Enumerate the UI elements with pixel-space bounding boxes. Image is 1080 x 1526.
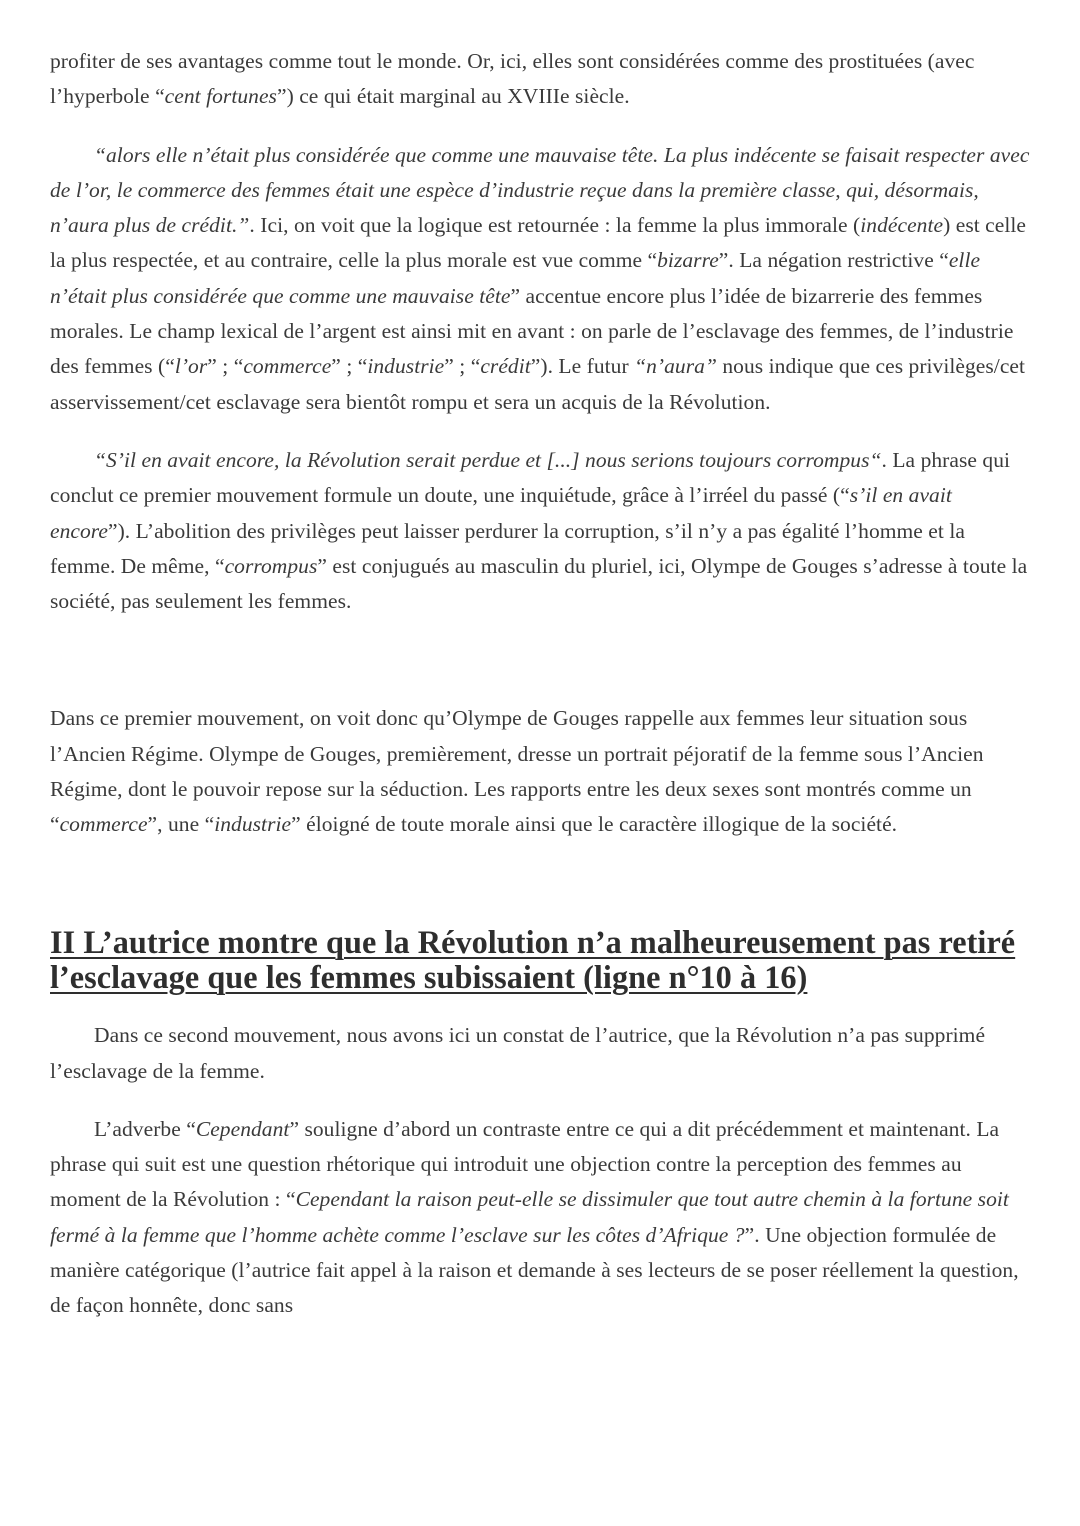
text-run: ) est celle la plus respectée, et au contraire, celle la plus morale est vue comme “ [50, 213, 1027, 273]
text-run: ” ; “ [207, 354, 244, 379]
quoted-text: corrompus [224, 553, 318, 578]
quoted-text: Cependant la raison peut-elle se dissimuler que tout autre chemin à la fortune soit fermé à la femme que l’homme achète comme l’esclave sur les côtes d’Afrique ? [50, 1187, 1009, 1247]
body-paragraph [50, 44, 1035, 115]
text-run: ” ; “ [444, 354, 481, 379]
paragraph-spacer [50, 115, 1035, 138]
text-run: nous indique que ces privilèges/cet asservissement/cet esclavage sera bientôt rompu et sera un acquis de la Révolution. [50, 354, 1026, 414]
paragraph-spacer [50, 1089, 1035, 1112]
body-paragraph [50, 1018, 1035, 1089]
text-run: ” est conjugués au masculin du pluriel, ici, Olympe de Gouges s’adresse à toute la société, pas seulement les femmes. [50, 553, 1028, 614]
text-run: Dans ce premier mouvement, on voit donc qu’Olympe de Gouges rappelle aux femmes leur situation sous l’Ancien Régime. Olympe de Gouges, premièrement, dresse un portrait péjoratif de la femme sous l’Ancien Régime, dont le pouvoir repose sur la séduction. Les rapports entre les deux sexes sont montrés comme un “ [50, 706, 984, 837]
quoted-text: cent fortunes [164, 84, 277, 109]
text-run: ”). L’abolition des privilèges peut laisser perdurer la corruption, s’il n’y a pas égalité l’homme et la femme. De même, “ [50, 518, 965, 578]
body-paragraph [50, 138, 1035, 420]
paragraph-spacer [50, 619, 1035, 701]
quoted-text: commerce [243, 354, 332, 379]
text-run: ” souligne d’abord un contraste entre ce qui a dit précédemment et maintenant. La phrase qui suit est une question rhétorique qui introduit une objection contre la perception des femmes au moment de la Révolution : “ [50, 1116, 1000, 1212]
quoted-text: elle n’était plus considérée que comme une mauvaise tête [50, 248, 981, 308]
document-page [50, 44, 1035, 1324]
text-run: ”. Une objection formulée de manière catégorique (l’autrice fait appel à la raison et demande à ses lecteurs de se poser réellement la question, de façon honnête, donc sans [50, 1222, 1019, 1318]
quoted-text: crédit [480, 354, 531, 379]
text-run: ” accentue encore plus l’idée de bizarrerie des femmes morales. Le champ lexical de l’argent est ainsi mit en avant : on parle de l’esclavage des femmes, de l’industrie des femmes (“ [50, 283, 1014, 379]
quoted-text: indécente [860, 213, 944, 238]
body-paragraph [50, 443, 1035, 619]
text-run: L’adverbe “ [94, 1116, 196, 1141]
quoted-text: Cependant [195, 1116, 290, 1141]
text-run: ”. La négation restrictive “ [718, 248, 949, 273]
quoted-text: industrie [367, 354, 445, 379]
quoted-text: “alors elle n’était plus considérée que comme une mauvaise tête. La plus indécente se faisait respecter avec de l’or, le commerce des femmes était une espèce d’industrie reçue dans la première classe, qui, désormais, n’aura plus de crédit.” [50, 142, 1030, 238]
text-run: profiter de ses avantages comme tout le monde. Or, ici, elles sont considérées comme des prostituées (avec l’hyperbole “ [50, 49, 975, 109]
quoted-text: “S’il en avait encore, la Révolution serait perdue et [...] nous serions toujours corrompus“ [94, 447, 882, 472]
quoted-text: bizarre [657, 248, 719, 273]
body-paragraph [50, 701, 1035, 842]
quoted-text: s’il en avait encore [50, 483, 952, 543]
text-run: ” ; “ [331, 354, 368, 379]
paragraph-spacer [50, 995, 1035, 1018]
text-run: ”, une “ [147, 812, 215, 837]
paragraph-spacer [50, 843, 1035, 925]
body-paragraph [50, 1112, 1035, 1324]
text-run: ”) ce qui était marginal au XVIIIe siècle. [276, 84, 630, 109]
quoted-text: “n’aura” [634, 354, 717, 379]
text-run: ” éloigné de toute morale ainsi que le caractère illogique de la société. [291, 812, 898, 837]
paragraph-spacer [50, 420, 1035, 443]
section-heading: II L’autrice montre que la Révolution n’a malheureusement pas retiré l’esclavage que les femmes subissaient (ligne n°10 à 16) [50, 923, 1016, 995]
quoted-text: industrie [214, 812, 292, 837]
quoted-text: commerce [59, 812, 148, 837]
text-run: Dans ce second mouvement, nous avons ici un constat de l’autrice, que la Révolution n’a pas supprimé l’esclavage de la femme. [50, 1023, 986, 1083]
text-run: . Ici, on voit que la logique est retournée : la femme la plus immorale ( [249, 213, 861, 238]
text-run: ”). Le futur [530, 354, 635, 379]
text-run: . La phrase qui conclut ce premier mouvement formule un doute, une inquiétude, grâce à l’irréel du passé (“ [50, 447, 1011, 508]
quoted-text: l’or [174, 354, 208, 379]
